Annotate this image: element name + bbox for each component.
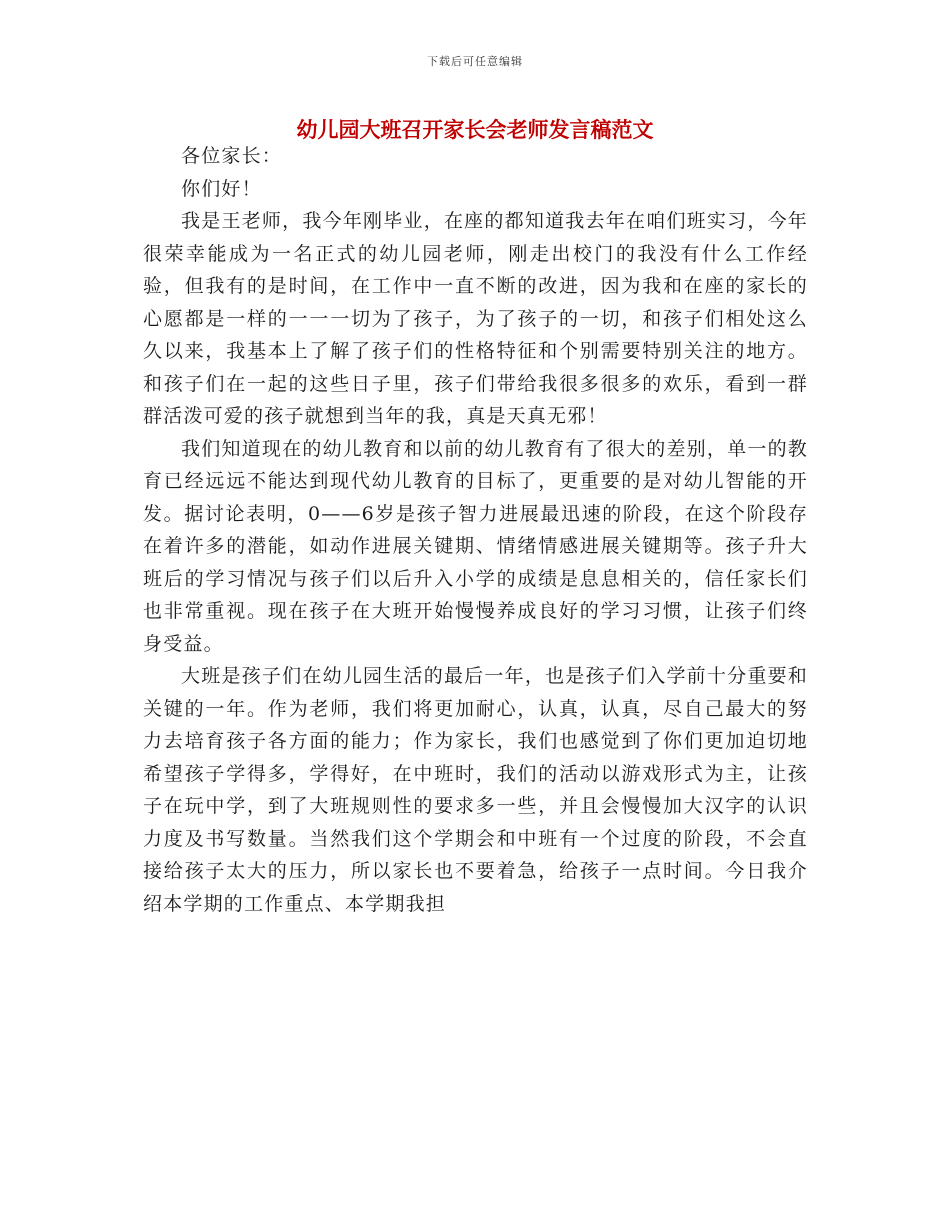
greeting: 你们好！ [181, 177, 262, 200]
salutation: 各位家长： [181, 145, 283, 167]
paragraph-intro: 我是王老师，我今年刚毕业，在座的都知道我去年在咱们班实习，今年很荣幸能成为一名正式的幼儿园老师，刚走出校门的我没有什么工作经验，但我有的是时间，在工作中一直不断的改进，因为我和在座的家长的心愿都是一样的一一一切为了孩子，为了孩子的一切，和孩子们相处这么久以来，我基本上了解了孩子们的性格特征和个别需要特别关注的地方。和孩子们在一起的这些日子里，孩子们带给我很多很多的欢乐，看到一群群活泼可爱的孩子就想到当年的我，真是天真无邪！ [143, 210, 808, 427]
document-title: 幼儿园大班召开家长会老师发言稿范文 [296, 118, 654, 142]
paragraph-education: 我们知道现在的幼儿教育和以前的幼儿教育有了很大的差别，单一的教育已经远远不能达到现代幼儿教育的目标了，更重要的是对幼儿智能的开发。据讨论表明，0——6岁是孩子智力进展最迅速的阶段，在这个阶段存在着许多的潜能，如动作进展关键期、情绪情感进展关键期等。孩子升大班后的学习情况与孩子们以后升入小学的成绩是息息相关的，信任家长们也非常重视。现在孩子在大班开始慢慢养成良好的学习习惯，让孩子们终身受益。 [143, 437, 808, 655]
paragraph-senior-class: 大班是孩子们在幼儿园生活的最后一年，也是孩子们入学前十分重要和关键的一年。作为老师，我们将更加耐心，认真，认真，尽自己最大的努力去培育孩子各方面的能力；作为家长，我们也感觉到了你们更加迫切地希望孩子学得多，学得好，在中班时，我们的活动以游戏形式为主，让孩子在玩中学，到了大班规则性的要求多一些，并且会慢慢加大汉字的认识力度及书写数量。当然我们这个学期会和中班有一个过度的阶段，不会直接给孩子太大的压力，所以家长也不要着急，给孩子一点时间。今日我介绍本学期的工作重点、本学期我担 [143, 665, 808, 915]
header-note: 下载后可任意编辑 [427, 55, 523, 68]
document-body [143, 140, 808, 920]
